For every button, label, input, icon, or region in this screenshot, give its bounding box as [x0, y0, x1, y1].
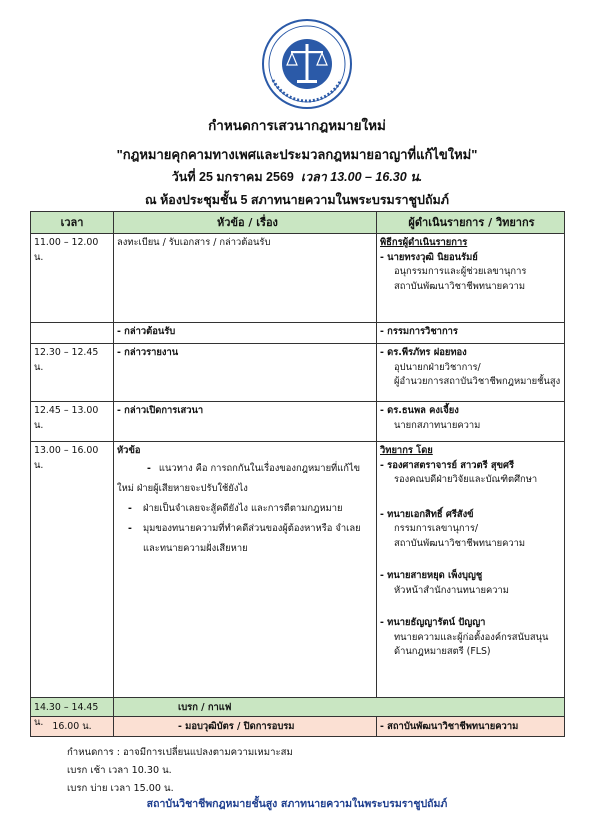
page-title: กำหนดการเสวนากฎหมายใหม่ — [208, 118, 386, 133]
table-row-closing — [31, 717, 564, 736]
scales-of-justice-icon — [261, 18, 353, 110]
row-time: 16.00 น. — [31, 717, 114, 736]
schedule-table — [30, 211, 565, 737]
page-subtitle: "กฎหมายคุกคามทางเพศและประมวลกฎหมายอาญาที่แก้ไขใหม่" — [116, 147, 478, 162]
speaker-name: - รองศาสตราจารย์ สาวตรี สุขศรี — [380, 459, 515, 471]
event-venue: ณ ห้องประชุมชั้น 5 สภาทนายความในพระบรมราชูปถัมภ์ — [145, 193, 449, 207]
row-topic: ลงทะเบียน / รับเอกสาร / กล่าวต้อนรับ — [114, 234, 377, 322]
row-topic: - กล่าวเปิดการเสวนา — [114, 402, 377, 441]
speaker-desc: กรรมการเลขานุการ/ — [394, 523, 479, 534]
row-host — [377, 344, 566, 401]
row-topic — [114, 442, 377, 697]
table-row — [31, 234, 564, 323]
topic-point — [117, 459, 373, 499]
row-host: - กรรมการวิชาการ — [380, 326, 458, 337]
host-name: - ดร.ธนพล คงเจี้ยง — [380, 405, 459, 416]
speaker-desc: ด้านกฎหมายสตรี (FLS) — [394, 646, 491, 657]
footer-organization: สถาบันวิชาชีพกฎหมายชั้นสูง สภาทนายความในพระบรมราชูปถัมภ์ — [146, 798, 448, 810]
row-topic: เบรก / กาแฟ — [178, 702, 232, 713]
table-header — [31, 212, 564, 234]
row-host — [377, 402, 566, 441]
host-desc: สถาบันพัฒนาวิชาชีพทนายความ — [394, 280, 526, 292]
row-topic: - กล่าวต้อนรับ — [114, 323, 377, 343]
host-name: - นายทรงวุฒิ นิยอนรัมย์ — [380, 251, 478, 263]
row-time: 14.30 – 14.45 น. — [31, 698, 114, 732]
topic-point — [117, 519, 373, 559]
speaker-desc: หัวหน้าสำนักงานทนายความ — [394, 584, 509, 596]
row-topic: - มอบวุฒิบัตร / ปิดการอบรม — [114, 717, 377, 736]
time-text: เวลา 13.00 – 16.30 น. — [300, 170, 423, 184]
point-dash: - — [128, 502, 132, 514]
note-line: เบรก เช้า เวลา 10.30 น. — [67, 765, 172, 776]
speaker-desc: ทนายความและผู้ก่อตั้งองค์กรสนับสนุน — [394, 631, 549, 643]
host-desc: อุปนายกฝ่ายวิชาการ/ — [394, 361, 481, 373]
row-time: 13.00 – 16.00 น. — [31, 442, 114, 697]
speaker-name: - ทนายธัญญารัตน์ ปัญญา — [380, 617, 486, 628]
table-row — [31, 402, 564, 442]
host-name: - ดร.พีรภัทร ฝอยทอง — [380, 347, 467, 358]
point-text: มุมของทนายความที่ทำคดีส่วนของผู้ต้องหาหรือ จำเลย และทนายความฝั่งเสียหาย — [143, 522, 361, 554]
topic-point — [117, 499, 373, 519]
speaker-name: - ทนายสายหยุด เพ็งบุญชู — [380, 570, 483, 581]
speaker-desc: สถาบันพัฒนาวิชาชีพทนายความ — [394, 537, 526, 549]
host-desc: ผู้อำนวยการสถาบันวิชาชีพกฎหมายชั้นสูง — [394, 376, 561, 387]
event-date — [0, 167, 594, 187]
point-text: ฝ่ายเป็นจำเลยจะสู้คดียังไง และการตีตามกฎหมาย — [143, 502, 343, 514]
host-heading: พิธีกรผู้ดำเนินรายการ — [380, 237, 468, 248]
point-dash: - — [147, 462, 151, 474]
row-host — [377, 234, 566, 322]
date-text: วันที่ 25 มกราคม 2569 — [171, 170, 294, 184]
table-row — [31, 442, 564, 698]
point-text: แนวทาง คือ การถกกันในเรื่องของกฎหมายที่แก้ไข ใหม่ ฝ่ายผู้เสียหายจะปรับใช้ยังไง — [117, 462, 361, 494]
row-time: 12.45 – 13.00 น. — [31, 402, 114, 441]
speaker-desc: รองคณบดีฝ่ายวิจัยและบัณฑิตศึกษา — [394, 474, 538, 485]
topic-heading: หัวข้อ — [117, 445, 141, 456]
row-time: 12.30 – 12.45 น. — [31, 344, 114, 401]
point-dash: - — [128, 522, 132, 534]
schedule-notes — [67, 744, 293, 798]
speakers-heading: วิทยากร โดย — [380, 445, 433, 456]
row-topic: - กล่าวรายงาน — [114, 344, 377, 401]
header-time: เวลา — [31, 212, 114, 234]
note-line: เบรก บ่าย เวลา 15.00 น. — [67, 783, 174, 794]
row-host — [377, 442, 566, 697]
header-topic: หัวข้อ / เรื่อง — [114, 212, 377, 234]
row-host: - สถาบันพัฒนาวิชาชีพทนายความ — [380, 721, 519, 732]
row-time — [31, 323, 114, 343]
table-row — [31, 323, 564, 344]
host-desc: นายกสภาทนายความ — [394, 419, 481, 431]
host-desc: อนุกรรมการและผู้ช่วยเลขานุการ — [394, 266, 527, 277]
header-host: ผู้ดำเนินรายการ / วิทยากร — [408, 216, 535, 229]
note-line: กำหนดการ : อาจมีการเปลี่ยนแปลงตามความเหมาะสม — [67, 747, 293, 758]
row-time: 11.00 – 12.00 น. — [31, 234, 114, 322]
speaker-name: - ทนายเอกสิทธิ์ ศรีสังข์ — [380, 508, 474, 520]
table-row — [31, 344, 564, 402]
